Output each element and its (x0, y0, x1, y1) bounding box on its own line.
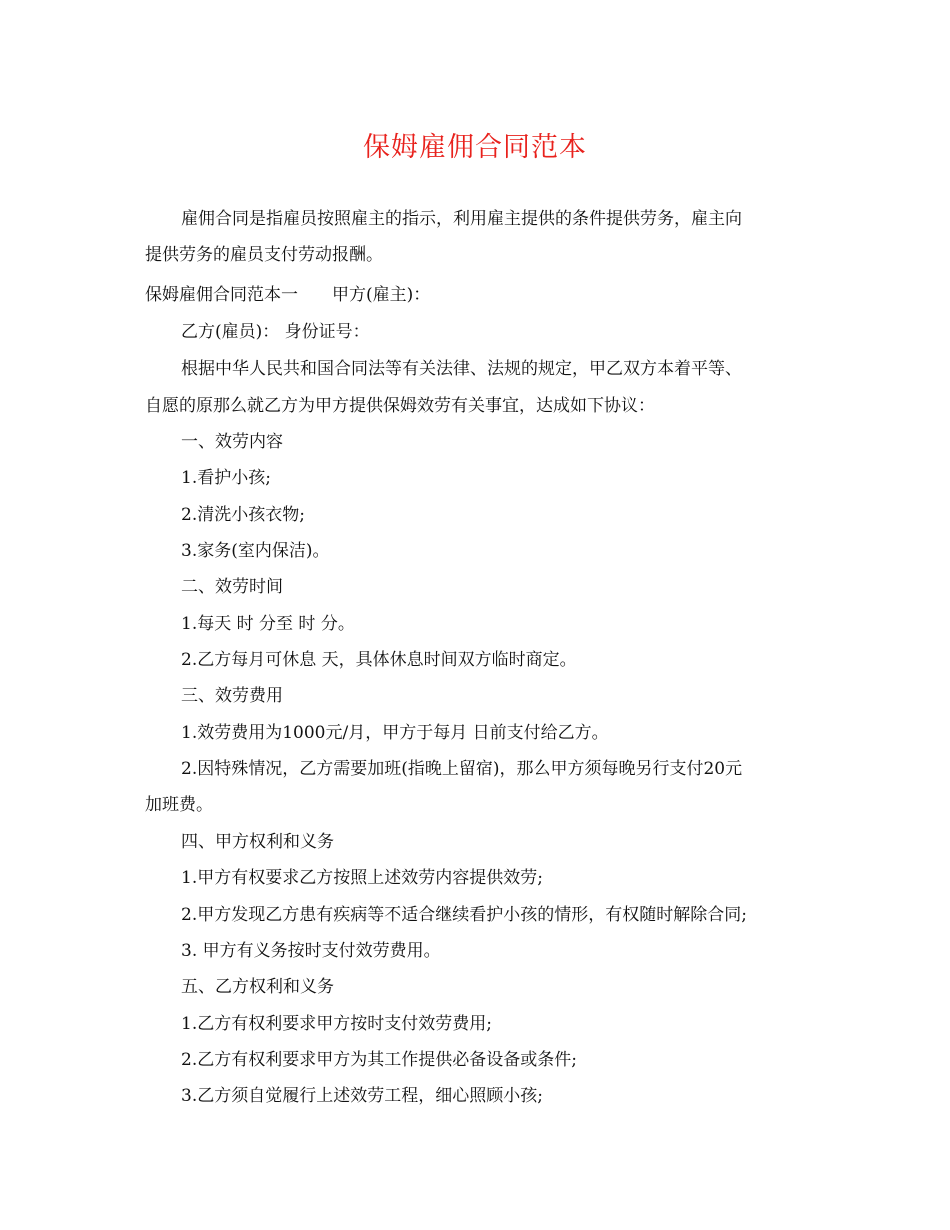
time-item-2: 2.乙方每月可休息 天，具体休息时间双方临时商定。 (181, 650, 577, 670)
fee-item-2-continued: 加班费。 (145, 795, 213, 815)
sample-heading-row (145, 283, 430, 307)
intro-line-1: 雇佣合同是指雇员按照雇主的指示，利用雇主提供的条件提供劳务，雇主向 (181, 209, 742, 229)
party-a-item-3: 3. 甲方有义务按时支付效劳费用。 (181, 941, 441, 961)
intro-line-2: 提供劳务的雇员支付劳动报酬。 (145, 245, 383, 265)
party-b-line: 乙方(雇员)： 身份证号： (181, 322, 370, 342)
party-a-label: 甲方(雇主)： (332, 285, 431, 305)
party-a-item-2: 2.甲方发现乙方患有疾病等不适合继续看护小孩的情形，有权随时解除合同; (181, 905, 747, 925)
time-item-1: 1.每天 时 分至 时 分。 (181, 614, 355, 634)
party-b-item-1: 1.乙方有权利要求甲方按时支付效劳费用; (181, 1014, 492, 1034)
basis-line-2: 自愿的原那么就乙方为甲方提供保姆效劳有关事宜，达成如下协议： (145, 396, 655, 416)
party-b-item-2: 2.乙方有权利要求甲方为其工作提供必备设备或条件; (181, 1050, 577, 1070)
content-item-3: 3.家务(室内保洁)。 (181, 541, 330, 561)
section-heading-party-b: 五、乙方权利和义务 (181, 977, 334, 997)
section-heading-fee: 三、效劳费用 (181, 686, 283, 706)
content-item-1: 1.看护小孩; (181, 468, 271, 488)
fee-item-2: 2.因特殊情况，乙方需要加班(指晚上留宿)，那么甲方须每晚另行支付20元 (181, 759, 743, 779)
section-heading-time: 二、效劳时间 (181, 577, 283, 597)
section-heading-content: 一、效劳内容 (181, 432, 283, 452)
party-b-item-3: 3.乙方须自觉履行上述效劳工程，细心照顾小孩; (181, 1086, 543, 1106)
content-item-2: 2.清洗小孩衣物; (181, 505, 305, 525)
party-a-item-1: 1.甲方有权要求乙方按照上述效劳内容提供效劳; (181, 868, 543, 888)
sample-heading: 保姆雇佣合同范本一 (145, 285, 298, 305)
basis-line-1: 根据中华人民共和国合同法等有关法律、法规的规定，甲乙双方本着平等、 (181, 359, 742, 379)
document-title: 保姆雇佣合同范本 (363, 132, 587, 163)
section-heading-party-a: 四、甲方权利和义务 (181, 832, 334, 852)
fee-item-1: 1.效劳费用为1000元/月，甲方于每月 日前支付给乙方。 (181, 723, 609, 743)
